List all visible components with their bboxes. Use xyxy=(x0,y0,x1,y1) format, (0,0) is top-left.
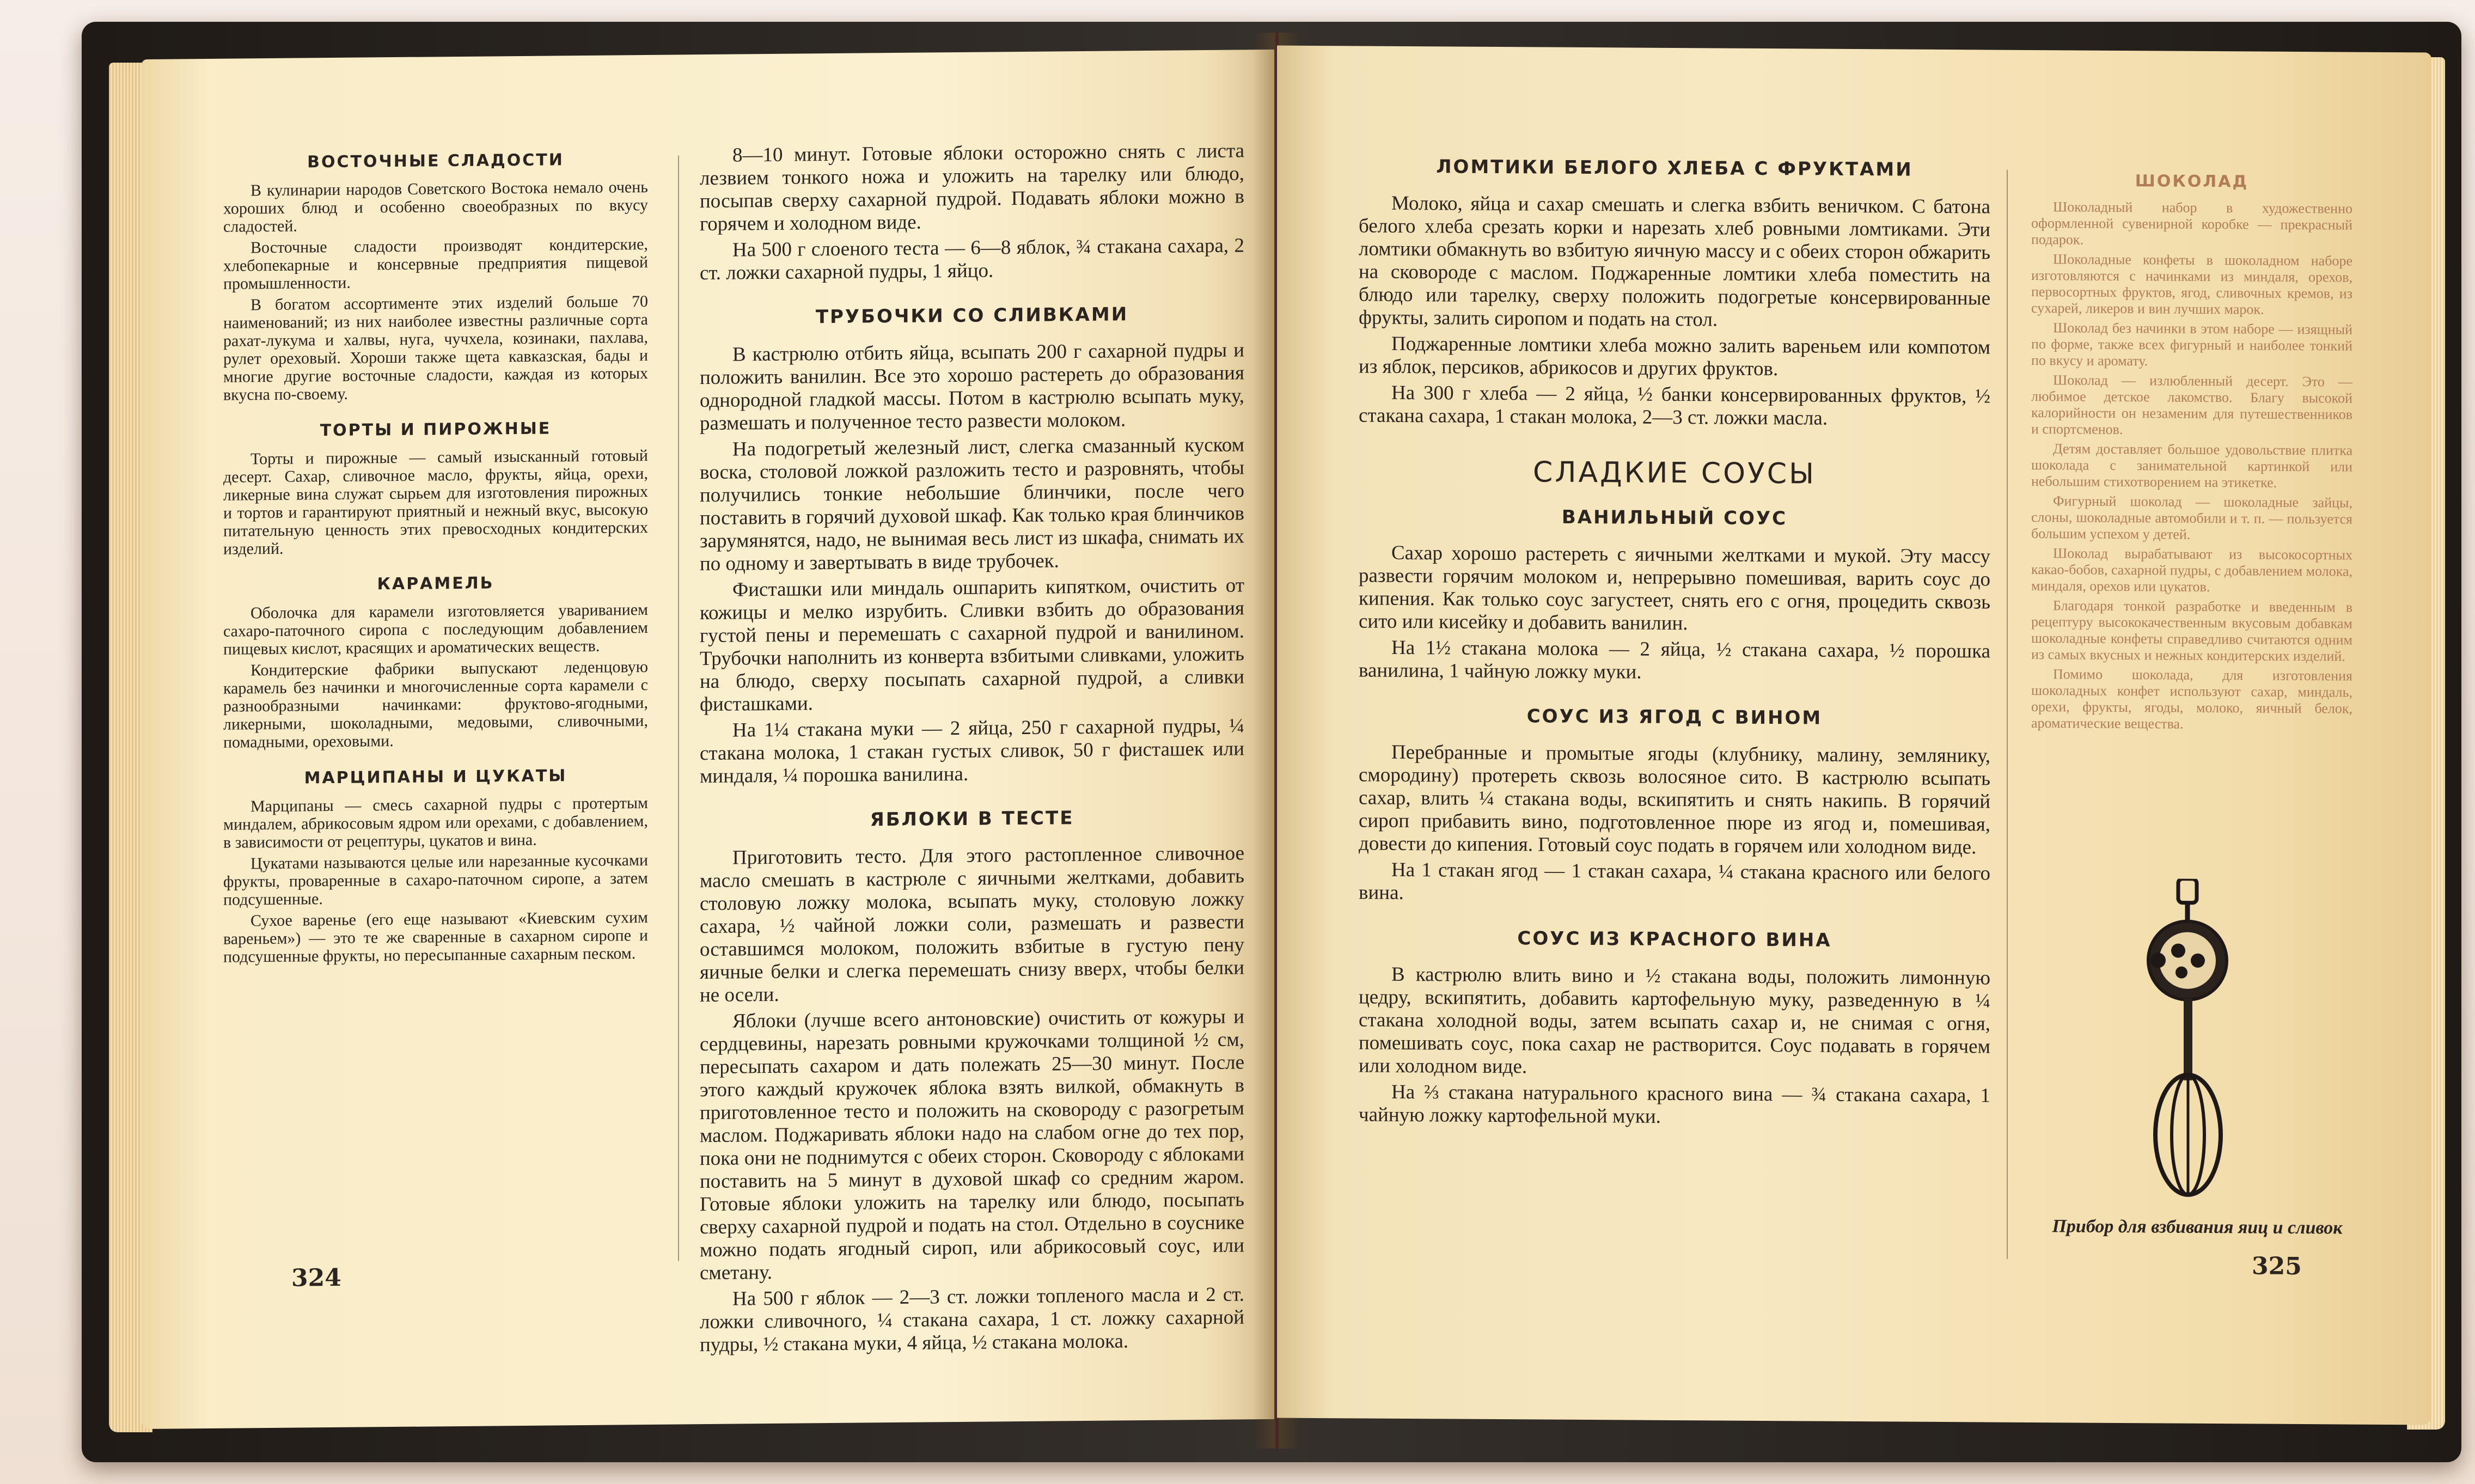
section-heading: ТОРТЫ И ПИРОЖНЫЕ xyxy=(320,419,552,441)
paragraph: Шоколад вырабатывают из высокосортных какао-бобов, сахарной пудры, с добавлением молока, миндаля, орехов или цукатов. xyxy=(2031,545,2353,595)
paragraph: Поджаренные ломтики хлеба можно залить вареньем или компотом из яблок, персиков, абрикосов и других фруктов. xyxy=(1359,332,1990,381)
paragraph: Шоколадные конфеты в шоколадном наборе изготовляются с начинками из миндаля, орехов, первосортных фруктов, ягод, сливочных кремов, из сухарей, ликеров и вин лучших марок. xyxy=(2031,251,2352,317)
paragraph: Сахар хорошо растереть с яичными желтками и мукой. Эту массу развести горячим молоком и, непрерывно помешивая, варить соус до кипения. Как только соус загустеет, снять его с огня, процедить сквозь сито или кисейку и добавить ванилин. xyxy=(1359,541,1990,635)
paragraph: Цукатами называются целые или нарезанные кусочками фрукты, проваренные в сахаро-паточном сиропе, а затем подсушенные. xyxy=(223,851,648,909)
paragraph: Фисташки или миндаль ошпарить кипятком, очистить от кожицы и мелко изрубить. Сливки взбить до образования густой пены и перемешать с сахарной пудрой и ванилином. Трубочки наполнить из конверта взбитыми сливками, уложить на блюдо, сверху посыпать сахарной пудрой, а сливки фисташками. xyxy=(700,574,1244,716)
paragraph: Торты и пирожные — самый изысканный готовый десерт. Сахар, сливочное масло, фрукты, яйца, орехи, ликерные вина служат сырьем для изготовления пирожных и тортов и гарантируют приятный и нежный вкус, высокую питательную ценность этих превосходных кондитерских изделий. xyxy=(223,446,648,558)
paragraph: Восточные сладости производят кондитерские, хлебопекарные и консервные предприятия пищевой промышленности. xyxy=(223,235,648,293)
paragraph: На 300 г хлеба — 2 яйца, ½ банки консервированных фруктов, ½ стакана сахара, 1 стакан молока, 2—3 ст. ложки масла. xyxy=(1359,381,1990,430)
recipe-heading: ВАНИЛЬНЫЙ СОУС xyxy=(1561,506,1788,530)
paragraph: Приготовить тесто. Для этого растопленное сливочное масло смешать в кастрюле с яичными желтками, добавить столовую ложку молока, всыпать муку, столовую ложку сахара, ½ чайной ложки соли, размешать и развести оставшимся молоком, положить взбитые в густую пену яичные белки и слегка перемешать снизу вверх, чтобы белки не осели. xyxy=(700,842,1244,1007)
paragraph: Благодаря тонкой разработке и введенным в рецептуру высококачественным вкусовым добавкам шоколадные конфеты справедливо считаются одним из самых вкусных и нежных кондитерских изделий. xyxy=(2031,597,2352,664)
section-heading: КАРАМЕЛЬ xyxy=(377,573,494,594)
paragraph: В кастрюлю отбить яйца, всыпать 200 г сахарной пудры и положить ванилин. Все это хорошо растереть до образования однородной гладкой массы. Потом в кастрюлю всыпать муку, размешать и полученное тесто развести молоком. xyxy=(700,339,1244,435)
right-main-column xyxy=(1359,155,1990,1133)
left-page xyxy=(142,50,1274,1429)
paragraph: Сухое варенье (его еще называют «Киевским сухим вареньем») — это те же сваренные в сахарном сиропе и подсушенные фрукты, но пересыпанные сахарным песком. xyxy=(223,908,648,966)
section-heading: ШОКОЛАД xyxy=(2135,172,2249,192)
page-number-left: 324 xyxy=(291,1263,341,1292)
paragraph: Шоколад — излюбленный десерт. Это — любимое детское лакомство. Благу высокой калорийности он незаменим для путешественников и спортсменов. xyxy=(2031,372,2352,438)
paragraph: Фигурный шоколад — шоколадные зайцы, слоны, шоколадные автомобили и т. п. — пользуется большим успехом у детей. xyxy=(2031,493,2352,542)
right-sidebar xyxy=(2031,173,2352,737)
recipe-heading: ЯБЛОКИ В ТЕСТЕ xyxy=(870,807,1074,831)
paragraph: На 500 г яблок — 2—3 ст. ложки топленого масла и 2 ст. ложки сливочного, ¼ стакана сахара, 1 ст. ложку сахарной пудры, ½ стакана муки, 4 яйца, ½ стакана молока. xyxy=(700,1283,1244,1357)
paragraph: На 1¼ стакана муки — 2 яйца, 250 г сахарной пудры, ¼ стакана молока, 1 стакан густых сливок, 50 г фисташек или миндаля, ¼ порошка ванилина. xyxy=(700,714,1244,788)
chapter-heading: СЛАДКИЕ СОУСЫ xyxy=(1533,456,1816,491)
paragraph: На ⅔ стакана натурального красного вина — ¾ стакана сахара, 1 чайную ложку картофельной муки. xyxy=(1359,1080,1990,1128)
section-heading: ВОСТОЧНЫЕ СЛАДОСТИ xyxy=(307,150,564,172)
paragraph: Кондитерские фабрики выпускают леденцовую карамель без начинки и многочисленные сорта карамели с разнообразными начинками: фруктово-ягодными, ликерными, шоколадными, медовыми, сливочными, помадными, ореховыми. xyxy=(223,657,648,752)
paragraph: Яблоки (лучше всего антоновские) очистить от кожуры и сердцевины, нарезать ровными кружочками толщиной ½ см, пересыпать сахаром и дать полежать 25—30 минут. После этого каждый кружочек яблока взять вилкой, обмакнуть в приготовленное тесто и положить на сковороду с разогретым маслом. Поджаривать яблоки надо на слабом огне до тех пор, пока они не поднимутся с обеих сторон. Сковороду с яблоками поставить на 5 минут в духовой шкаф со средним жаром. Готовые яблоки уложить на тарелку или блюдо, посыпать сверху сахарной пудрой и подать на стол. Отдельно в соуснике можно подать ягодный сироп, или абрикосовый соус, или сметану. xyxy=(700,1005,1244,1285)
paragraph: На подогретый железный лист, слегка смазанный куском воска, столовой ложкой разложить тесто и разровнять, чтобы получились тонкие небольшие блинчики, после чего поставить в горячий духовой шкаф. Как только края блинчиков зарумянятся, надо, не вынимая весь лист из шкафа, снимать их по одному и завертывать в виде трубочек. xyxy=(700,433,1244,576)
paragraph: На 1 стакан ягод — 1 стакан сахара, ¼ стакана красного или белого вина. xyxy=(1359,858,1990,904)
paragraph: На 500 г слоеного теста — 6—8 яблок, ¾ стакана сахара, 2 ст. ложки сахарной пудры, 1 яйцо. xyxy=(700,234,1244,285)
paragraph: Шоколад без начинки в этом наборе — изящный по форме, также всех фигурный и наиболее тонкий по вкусу и аромату. xyxy=(2031,320,2352,369)
right-page xyxy=(1277,46,2431,1425)
recipe-heading: СОУС ИЗ КРАСНОГО ВИНА xyxy=(1517,927,1832,951)
paragraph: 8—10 минут. Готовые яблоки осторожно снять с листа лезвием тонкого ножа и уложить на тарелку или блюдо, посыпав сверху сахарной пудрой. Подавать яблоки можно в горячем и холодном виде. xyxy=(700,139,1244,236)
whisk-icon xyxy=(2048,878,2342,1206)
recipe-heading: ТРУБОЧКИ СО СЛИВКАМИ xyxy=(815,303,1129,328)
column-divider xyxy=(678,155,679,1261)
paragraph: Молоко, яйца и сахар смешать и слегка взбить веничком. С батона белого хлеба срезать корки и нарезать хлеб ровными ломтиками. Эти ломтики обмакнуть во взбитую яичную массу и с обеих сторон обжарить на сковороде с маслом. Поджаренные ломтики хлеба поместить на блюдо или тарелку, сверху положить подогретые консервированные фрукты, залить сиропом и подать на стол. xyxy=(1359,192,1990,331)
paragraph: В богатом ассортименте этих изделий больше 70 наименований; из них наиболее известны различные сорта рахат-лукума и халвы, нуга, чучхела, козинаки, пахлава, рулет ореховый. Хороши также щета кавказская, бады и многие другие восточные сладости, каждая из которых вкусна по-своему. xyxy=(223,292,648,404)
paragraph: Шоколадный набор в художественно оформленной сувенирной коробке — прекрасный подарок. xyxy=(2031,199,2352,248)
paragraph: Оболочка для карамели изготовляется увариванием сахаро-паточного сиропа с последующим добавлением пищевых кислот, красящих и ароматических веществ. xyxy=(223,600,648,658)
column-divider-right xyxy=(2007,170,2008,1259)
left-sidebar xyxy=(223,150,648,969)
whisk-illustration xyxy=(2048,878,2342,1206)
recipe-heading: СОУС ИЗ ЯГОД С ВИНОМ xyxy=(1526,705,1823,729)
paragraph: Перебранные и промытые ягоды (клубнику, малину, землянику, смородину) протереть сквозь волосяное сито. В кастрюлю всыпать сахар, влить ¼ стакана воды, вскипятить и снять накипь. В горячий сироп прибавить вино, подготовленное пюре из ягод и, помешивая, довести до кипения. Готовый соус подать в горячем или холодном виде. xyxy=(1359,741,1990,859)
paragraph: Детям доставляет большое удовольствие плитка шоколада с занимательной картинкой или небольшим стихотворением на этикетке. xyxy=(2031,441,2352,491)
section-heading: МАРЦИПАНЫ И ЦУКАТЫ xyxy=(304,766,567,788)
recipe-heading: ЛОМТИКИ БЕЛОГО ХЛЕБА С ФРУКТАМИ xyxy=(1436,156,1913,181)
left-main-column xyxy=(700,139,1244,1360)
paragraph: В кастрюлю влить вино и ½ стакана воды, положить лимонную цедру, вскипятить, добавить картофельную муку, разведенную в ¼ стакана холодной воды, затем всыпать сахар и, не снимая с огня, помешивать соус, пока сахар не растворится. Соус подавать в горячем или холодном виде. xyxy=(1359,963,1990,1078)
paragraph: Помимо шоколада, для изготовления шоколадных конфет используют сахар, миндаль, орехи, фрукты, ягоды, молоко, яичный белок, ароматические вещества. xyxy=(2031,666,2352,732)
paragraph: На 1½ стакана молока — 2 яйца, ½ стакана сахара, ½ порошка ванилина, 1 чайную ложку муки. xyxy=(1359,636,1990,683)
illustration-caption: Прибор для взбивания яиц и сливок xyxy=(2052,1216,2343,1238)
page-number-right: 325 xyxy=(2252,1252,2302,1281)
paragraph: Марципаны — смесь сахарной пудры с протертым миндалем, абрикосовым ядром или орехами, с добавлением, в зависимости от рецептуры, цукатов и вина. xyxy=(223,793,648,852)
paragraph: В кулинарии народов Советского Востока немало очень хороших блюд и особенно своеобразных по вкусу сладостей. xyxy=(223,178,648,236)
